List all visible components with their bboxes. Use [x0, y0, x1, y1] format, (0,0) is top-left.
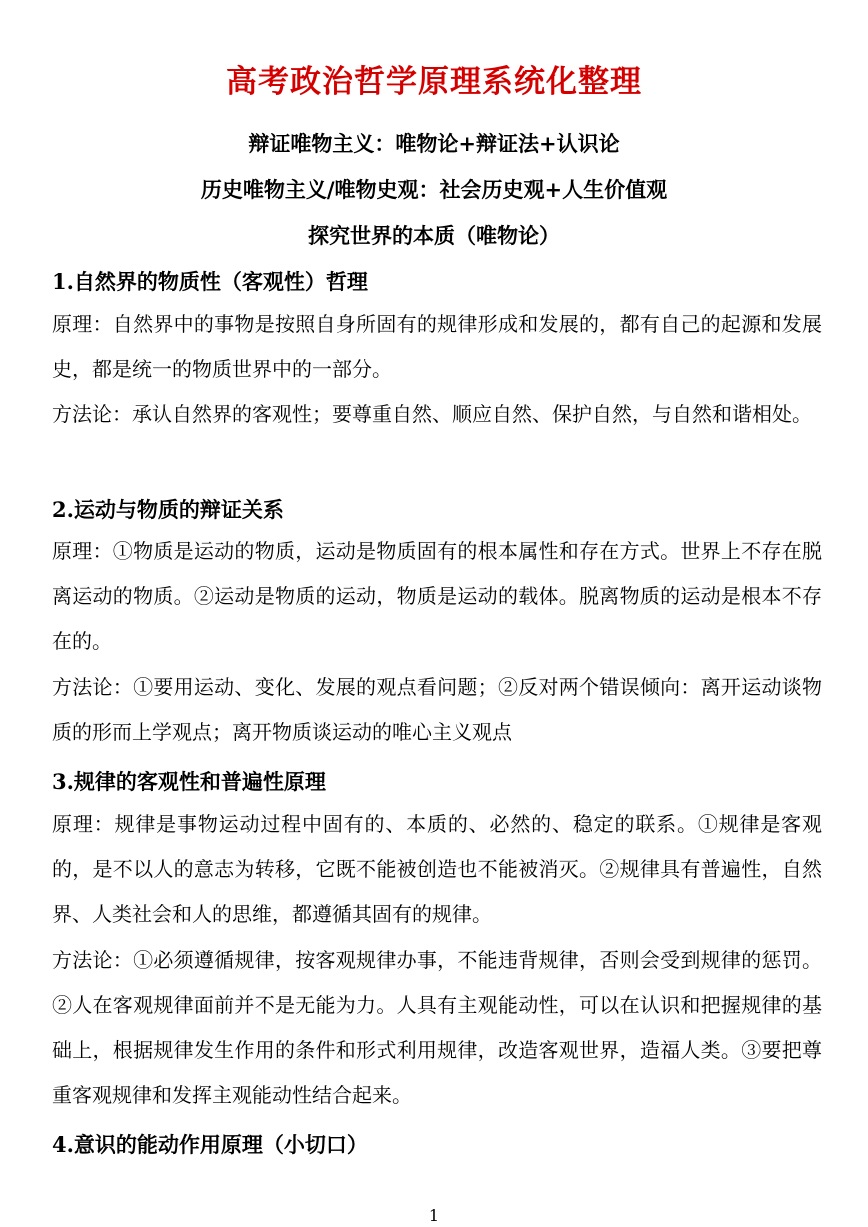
section-2-heading: 2.运动与物质的辩证关系 [52, 497, 284, 522]
section-1-principle: 原理：自然界中的事物是按照自身所固有的规律形成和发展的，都有自己的起源和发展史，都是统一的物质世界中的一部分。 [52, 312, 822, 381]
subtitle-historical-materialism: 历史唯物主义/唯物史观：社会历史观+人生价值观 [200, 177, 668, 202]
section-4-heading: 4.意识的能动作用原理（小切口） [52, 1132, 368, 1157]
subtitle-dialectical-materialism: 辩证唯物主义：唯物论+辩证法+认识论 [248, 131, 620, 156]
section-3-method: 方法论：①必须遵循规律，按客观规律办事，不能违背规律，否则会受到规律的惩罚。②人在客观规律面前并不是无能为力。人具有主观能动性，可以在认识和把握规律的基础上，根据规律发生作用的条件和形式利用规律，改造客观世界，造福人类。③要把尊重客观规律和发挥主观能动性结合起来。 [52, 948, 822, 1107]
section-2-method: 方法论：①要用运动、变化、发展的观点看问题；②反对两个错误倾向：离开运动谈物质的形而上学观点；离开物质谈运动的唯心主义观点 [52, 675, 822, 744]
section-1-heading: 1.自然界的物质性（客观性）哲理 [52, 269, 368, 294]
page-number: 1 [428, 1206, 440, 1225]
section-3-principle: 原理：规律是事物运动过程中固有的、本质的、必然的、稳定的联系。①规律是客观的，是不以人的意志为转移，它既不能被创造也不能被消灭。②规律具有普遍性，自然界、人类社会和人的思维，都遵循其固有的规律。 [52, 812, 822, 926]
section-3-heading: 3.规律的客观性和普遍性原理 [52, 769, 326, 794]
subtitle-nature-of-world: 探究世界的本质（唯物论） [308, 223, 560, 248]
section-2-principle: 原理：①物质是运动的物质，运动是物质固有的根本属性和存在方式。世界上不存在脱离运动的物质。②运动是物质的运动，物质是运动的载体。脱离物质的运动是根本不存在的。 [52, 539, 822, 653]
section-1-method: 方法论：承认自然界的客观性；要尊重自然、顺应自然、保护自然，与自然和谐相处。 [52, 402, 812, 426]
document-title: 高考政治哲学原理系统化整理 [226, 64, 642, 100]
